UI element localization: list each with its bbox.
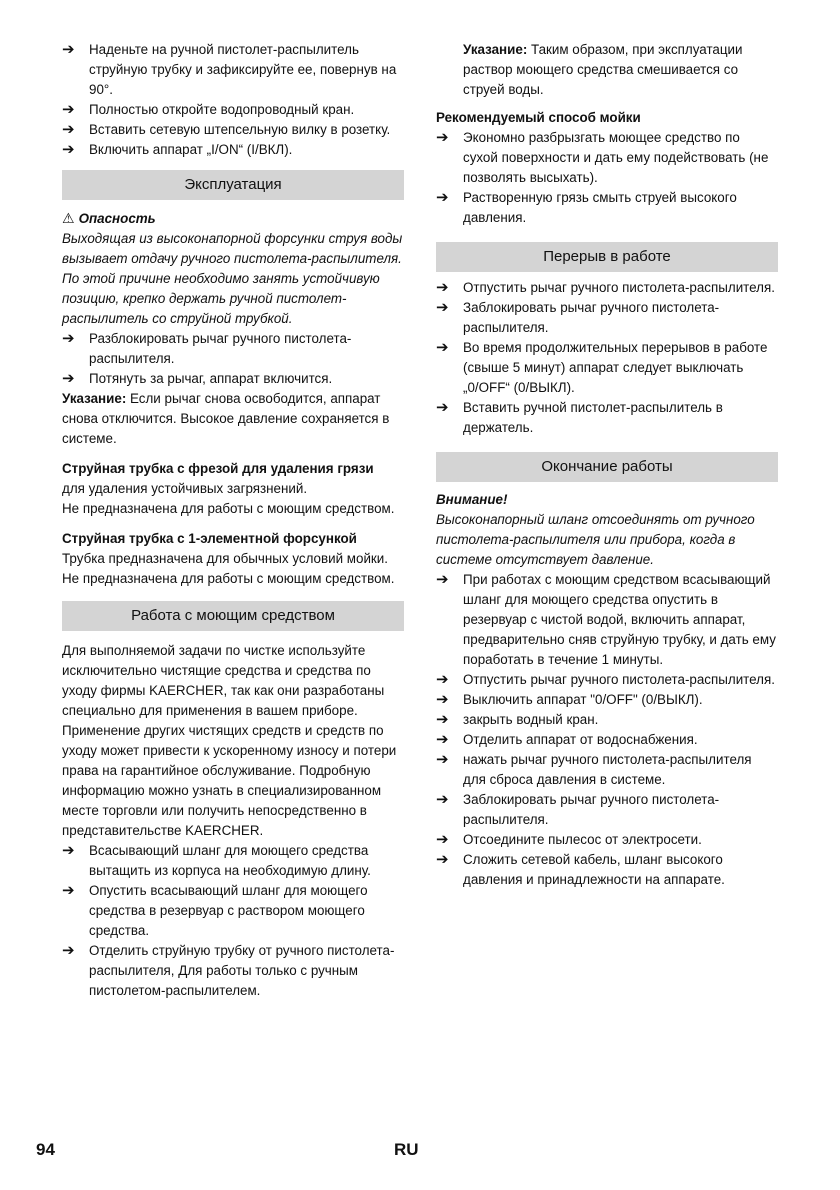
warning-triangle-icon: ⚠ [62,210,75,226]
bullet-item: ➔ Разблокировать рычаг ручного пистолета-распылителя. [62,330,352,366]
method-heading: Рекомендуемый способ мойки [436,110,641,125]
arrow-right-icon: ➔ [436,339,449,356]
section-header-end: Окончание работы [436,452,778,482]
milling-text: для удаления устойчивых загрязнений. [62,481,308,496]
single-nozzle-heading: Струйная трубка с 1-элементной форсункой [62,531,357,546]
left-column [62,40,404,1001]
arrow-right-icon: ➔ [436,189,449,206]
attention-heading: Внимание! [436,492,508,507]
bullet-item: ➔ Отсоедините пылесос от электросети. [436,831,702,848]
milling-nozzle-heading: Струйная трубка с фрезой для удаления грязи [62,461,374,476]
arrow-right-icon: ➔ [62,370,75,387]
arrow-right-icon: ➔ [436,299,449,316]
section-header-operation: Эксплуатация [62,170,404,200]
arrow-right-icon: ➔ [436,279,449,296]
arrow-right-icon: ➔ [62,942,75,959]
bullet-item: ➔ закрыть водный кран. [436,711,599,728]
arrow-right-icon: ➔ [436,791,449,808]
bullet-item: ➔ Отпустить рычаг ручного пистолета-распылителя. [436,279,775,296]
page-number: 94 [36,1140,55,1159]
bullet-item: ➔ Во время продолжительных перерывов в работе (свыше 5 минут) аппарат следует выключать „0/OFF“ (0/ВЫКЛ). [436,339,768,395]
bullet-item: ➔ Выключить аппарат "0/OFF" (0/ВЫКЛ). [436,691,703,708]
detergent-paragraph: Для выполняемой задачи по чистке используйте исключительно чистящие средства и средства по уходу фирмы KAERCHER, так как они разработаны специально для применения в вашем приборе. Применение других чистящих средств и средств по уходу может привести к ускоренному износу и потери права на гарантийное обслуживание. Подробную информацию можно узнать в специализированном месте торговли или получить непосредственно в представительстве KAERCHER. [62,643,397,838]
arrow-right-icon: ➔ [436,671,449,688]
arrow-right-icon: ➔ [62,882,75,899]
bullet-item: ➔ Сложить сетевой кабель, шланг высокого давления и принадлежности на аппарате. [436,851,725,887]
arrow-right-icon: ➔ [62,41,75,58]
arrow-right-icon: ➔ [436,731,449,748]
arrow-right-icon: ➔ [62,121,75,138]
bullet-item: ➔ Растворенную грязь смыть струей высокого давления. [436,189,737,225]
arrow-right-icon: ➔ [436,751,449,768]
language-code: RU [394,1140,419,1159]
bullet-item: ➔ Заблокировать рычаг ручного пистолета-распылителя. [436,299,720,335]
arrow-right-icon: ➔ [62,141,75,158]
bullet-item: ➔ Полностью откройте водопроводный кран. [62,101,355,118]
bullet-item: ➔ Опустить всасывающий шланг для моющего средства в резервуар с раствором моющего средства. [62,882,368,938]
bullet-item: ➔ Всасывающий шланг для моющего средства вытащить из корпуса на необходимую длину. [62,842,371,878]
bullet-item: ➔ нажать рычаг ручного пистолета-распылителя для сброса давления в системе. [436,751,752,787]
single-nozzle-text: Не предназначена для работы с моющим средством. [62,571,395,586]
danger-text: Выходящая из высоконапорной форсунки струя воды вызывает отдачу ручного пистолета-распылителя. По этой причине необходимо занять устойчивую позицию, крепко держать ручной пистолет-распылитель со струйной трубкой. [62,231,403,326]
arrow-right-icon: ➔ [62,842,75,859]
arrow-right-icon: ➔ [62,101,75,118]
bullet-item: ➔ Включить аппарат „I/ON“ (I/ВКЛ). [62,141,293,158]
single-nozzle-text: Трубка предназначена для обычных условий мойки. [62,551,388,566]
bullet-item: ➔ Заблокировать рычаг ручного пистолета-распылителя. [436,791,720,827]
bullet-item: ➔ При работах с моющим средством всасывающий шланг для моющего средства опустить в резервуар с чистой водой, включить аппарат, предварительно сняв струйную трубку, и дать ему поработать в течение 1 минуты. [436,571,776,667]
bullet-item: ➔ Экономно разбрызгать моющее средство по сухой поверхности и дать ему подействовать (не позволять высыхать). [436,129,769,185]
bullet-item: ➔ Отделить аппарат от водоснабжения. [436,731,698,748]
arrow-right-icon: ➔ [62,330,75,347]
arrow-right-icon: ➔ [436,399,449,416]
note-paragraph: Указание: Если рычаг снова освободится, аппарат снова отключится. Высокое давление сохраняется в системе. [62,391,390,446]
note-paragraph: Указание: Таким образом, при эксплуатации раствор моющего средства смешивается со струей воды. [463,42,743,97]
bullet-item: ➔ Потянуть за рычаг, аппарат включится. [62,370,333,387]
bullet-item: ➔ Наденьте на ручной пистолет-распылитель струйную трубку и зафиксируйте ее, повернув на 90°. [62,41,397,97]
arrow-right-icon: ➔ [436,129,449,146]
bullet-item: ➔ Отделить струйную трубку от ручного пистолета-распылителя, Для работы только с ручным пистолетом-распылителем. [62,942,395,998]
arrow-right-icon: ➔ [436,851,449,868]
bullet-item: ➔ Отпустить рычаг ручного пистолета-распылителя. [436,671,775,688]
arrow-right-icon: ➔ [436,691,449,708]
bullet-item: ➔ Вставить сетевую штепсельную вилку в розетку. [62,121,391,138]
arrow-right-icon: ➔ [436,711,449,728]
right-column [436,40,778,890]
arrow-right-icon: ➔ [436,831,449,848]
bullet-item: ➔ Вставить ручной пистолет-распылитель в держатель. [436,399,723,435]
milling-text: Не предназначена для работы с моющим средством. [62,501,395,516]
attention-text: Высоконапорный шланг отсоединять от ручного пистолета-распылителя или прибора, когда в системе отсутствует давление. [436,512,755,567]
danger-heading: ⚠ Опасность [62,210,156,226]
section-header-detergent: Работа с моющим средством [62,601,404,631]
arrow-right-icon: ➔ [436,571,449,588]
section-header-break: Перерыв в работе [436,242,778,272]
